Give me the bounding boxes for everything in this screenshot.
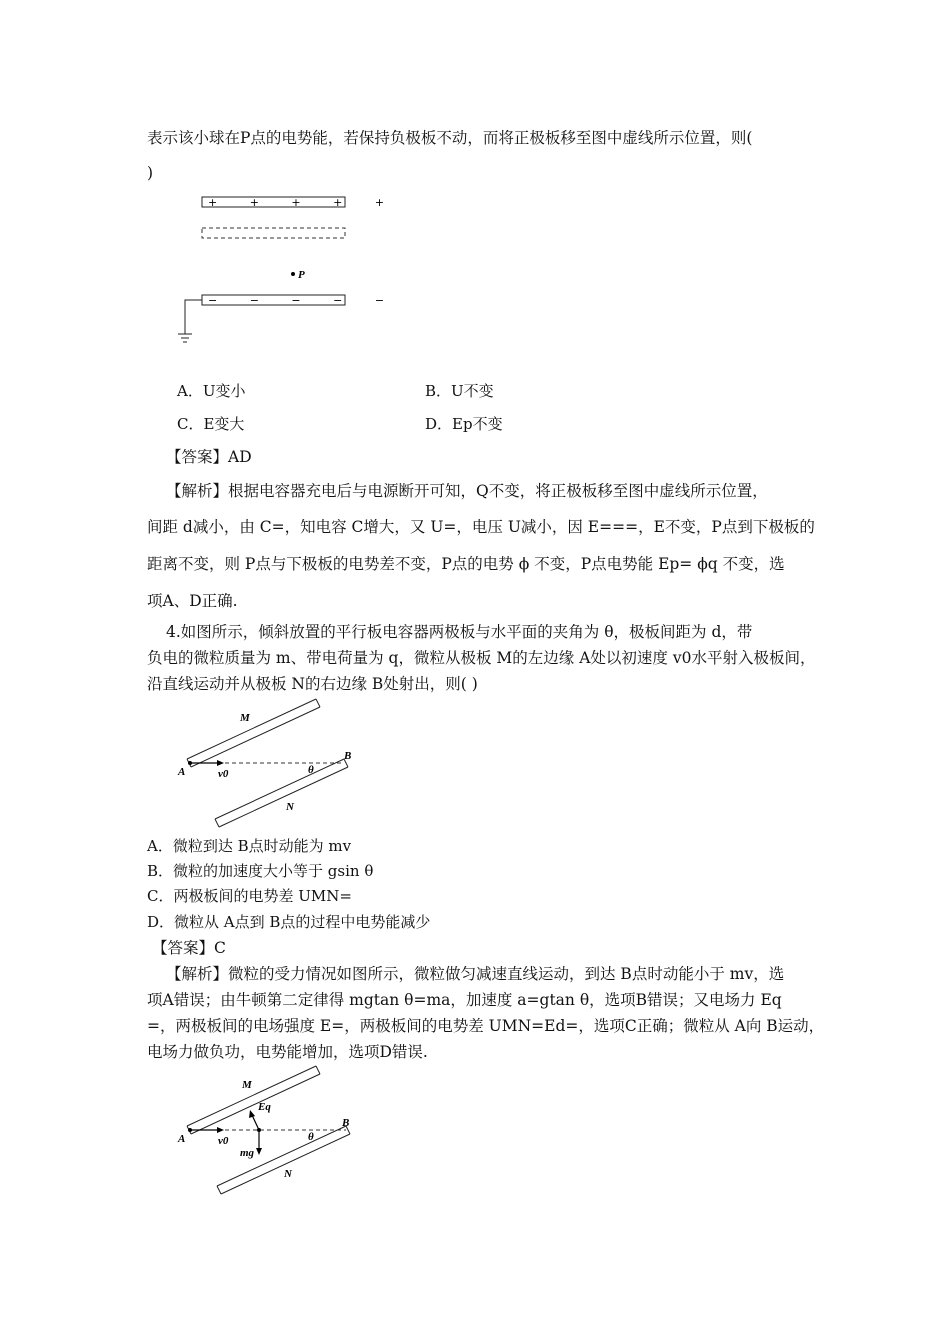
q4-analysis-line4: 电场力做负功，电势能增加，选项D错误. (147, 1043, 428, 1061)
q4-analysis-line3: =，两极板间的电场强度 E=，两极板间的电势差 UMN=Ed=，选项C正确；微粒从 A向 B运动， (147, 1017, 825, 1035)
velocity-arrowhead (217, 1127, 224, 1133)
label-b: B (342, 1117, 350, 1129)
plate-m (187, 1066, 320, 1134)
q3-stem-line2: ) (147, 164, 154, 182)
label-m: M (240, 712, 250, 724)
label-b: B (344, 750, 352, 762)
point-p-dot (291, 272, 295, 276)
q3-analysis-line3: 距离不变，则 P点与下极板的电势差不变，P点的电势 ϕ 不变，P点电势能 Ep= ϕq 不变，选 (147, 555, 785, 573)
label-theta: θ (308, 1131, 314, 1143)
q3-analysis-line1: 【解析】根据电容器充电后与电源断开可知，Q不变，将正极板移至图中虚线所示位置， (166, 482, 768, 500)
label-v0: v0 (218, 768, 229, 780)
minus-signs: − − − − − (208, 294, 399, 307)
q4-force-figure (170, 1060, 370, 1200)
electric-force-arrow (252, 1115, 259, 1130)
label-m: M (242, 1079, 252, 1091)
label-a: A (178, 766, 186, 778)
plate-m (187, 699, 320, 767)
label-n: N (286, 801, 294, 813)
q4-option-c: C．两极板间的电势差 UMN= (147, 887, 352, 905)
plus-signs: + + + + + (208, 196, 399, 209)
label-a: A (178, 1133, 186, 1145)
label-n: N (284, 1168, 292, 1180)
q3-option-d: D．Ep不变 (425, 415, 503, 433)
q4-analysis-line2: 项A错误；由牛顿第二定律得 mgtan θ=ma，加速度 a=gtan θ，选项B错误；又电场力 Eq (147, 991, 782, 1009)
ground-wire (185, 300, 202, 334)
q4-option-b: B．微粒的加速度大小等于 gsin θ (147, 862, 374, 880)
plate-n (215, 759, 348, 827)
q4-stem-line1: 4.如图所示，倾斜放置的平行板电容器两极板与水平面的夹角为 θ，极板间距为 d，带 (166, 623, 753, 641)
q3-analysis-line2: 间距 d减小，由 C=，知电容 C增大，又 U=，电压 U减小，因 E===，E不变，P点到下极板的 (147, 518, 815, 536)
q3-option-a: A．U变小 (177, 382, 246, 400)
q3-stem-line1: 表示该小球在P点的电势能，若保持负极板不动，而将正极板移至图中虚线所示位置，则( (147, 129, 753, 147)
q3-option-b: B．U不变 (425, 382, 494, 400)
label-eq: Eq (258, 1101, 271, 1113)
electric-force-arrowhead (249, 1110, 255, 1118)
label-mg: mg (240, 1147, 255, 1159)
q4-stem-line2: 负电的微粒质量为 m、带电荷量为 q，微粒从极板 M的左边缘 A处以初速度 v0水平射入极板间， (147, 649, 816, 667)
q4-figure-1 (170, 695, 370, 830)
velocity-arrowhead (217, 760, 224, 766)
point-p-label: P (298, 269, 305, 281)
q3-answer: 【答案】AD (166, 448, 252, 466)
q3-analysis-line4: 项A、D正确. (147, 592, 238, 610)
plate-n (217, 1126, 350, 1194)
dashed-plate-position (202, 228, 345, 238)
q3-capacitor-figure (175, 190, 399, 355)
gravity-arrowhead (256, 1148, 262, 1155)
q4-stem-line3: 沿直线运动并从极板 N的右边缘 B处射出，则( ) (147, 675, 478, 693)
q3-option-c: C．E变大 (177, 415, 245, 433)
q4-answer: 【答案】C (152, 939, 226, 957)
q4-option-d: D．微粒从 A点到 B点的过程中电势能减少 (147, 913, 431, 931)
q4-option-a: A．微粒到达 B点时动能为 mv (147, 837, 352, 855)
q4-analysis-line1: 【解析】微粒的受力情况如图所示，微粒做匀减速直线运动，到达 B点时动能小于 mv，选 (166, 965, 785, 983)
label-theta: θ (308, 764, 314, 776)
label-v0: v0 (218, 1135, 229, 1147)
